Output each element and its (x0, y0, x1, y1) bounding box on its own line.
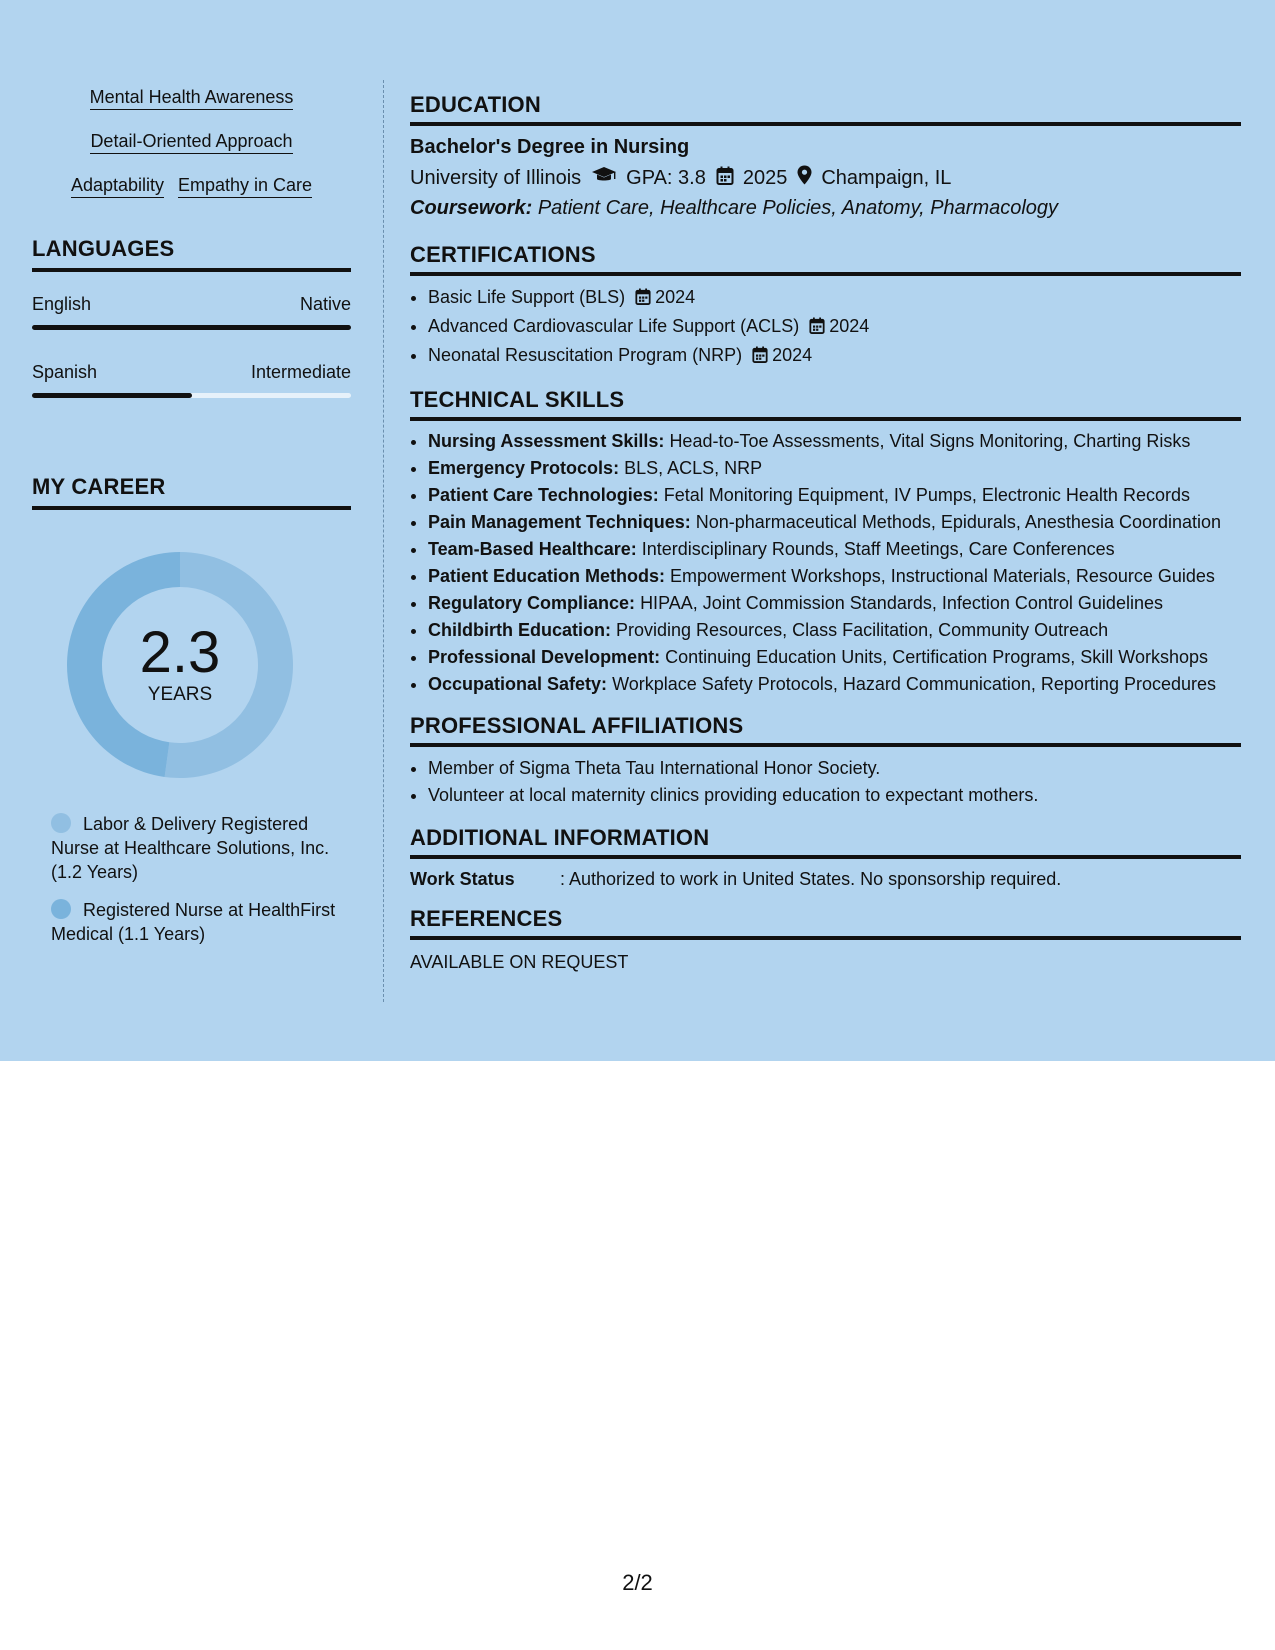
certification-name: Neonatal Resuscitation Program (NRP) (428, 345, 743, 365)
technical-skills-section (410, 387, 1241, 697)
list-item (428, 591, 1241, 616)
list-item (428, 672, 1241, 697)
skill-category: Regulatory Compliance: (428, 593, 636, 613)
language-name: Spanish (32, 362, 98, 382)
list-item (428, 456, 1241, 481)
skill-category: Nursing Assessment Skills: (428, 431, 665, 451)
left-column (32, 86, 351, 960)
list-item (428, 429, 1241, 454)
language-level: Native (299, 294, 351, 314)
right-column (410, 92, 1241, 989)
list-item (428, 483, 1241, 508)
skill-details: HIPAA, Joint Commission Standards, Infection Control Guidelines (640, 593, 1163, 613)
language-item (32, 294, 351, 330)
skill-tag: Empathy in Care (178, 174, 312, 198)
education-section (410, 92, 1241, 220)
technical-skills-list (410, 429, 1241, 697)
skill-category: Patient Care Technologies: (428, 485, 659, 505)
language-name: English (32, 294, 92, 314)
skill-category: Pain Management Techniques: (428, 512, 691, 532)
skill-details: BLS, ACLS, NRP (624, 458, 763, 478)
skill-tag: Adaptability (71, 174, 164, 198)
certification-year: 2024 (655, 287, 696, 307)
calendar-icon (809, 315, 825, 342)
list-item (428, 510, 1241, 535)
skill-details: Workplace Safety Protocols, Hazard Communication, Reporting Procedures (612, 674, 1217, 694)
graduation-cap-icon (591, 166, 617, 190)
list-item (428, 342, 1241, 371)
languages-heading: LANGUAGES (32, 236, 351, 272)
career-legend-item (51, 812, 351, 884)
skill-category: Team-Based Healthcare: (428, 539, 637, 559)
certification-year: 2024 (829, 316, 870, 336)
list-item: • Member of Sigma Theta Tau International Honor Society. (428, 755, 1241, 782)
skill-tag: Mental Health Awareness (90, 86, 294, 110)
work-status (410, 869, 1241, 890)
languages-section (32, 236, 351, 398)
education-heading: EDUCATION (410, 92, 1241, 126)
education-details (410, 165, 1241, 191)
list-item (428, 284, 1241, 313)
graduation-year: 2025 (742, 166, 788, 189)
language-level: Intermediate (250, 362, 351, 382)
affiliations-section (410, 713, 1241, 809)
additional-info-section (410, 825, 1241, 890)
references-text: AVAILABLE ON REQUEST (410, 952, 629, 972)
calendar-icon (752, 344, 768, 371)
list-item: • Volunteer at local maternity clinics providing education to expectant mothers. (428, 782, 1241, 809)
school-location: Champaign, IL (821, 166, 952, 189)
language-proficiency-bar (32, 393, 351, 398)
certifications-section (410, 242, 1241, 371)
skill-tag: Detail-Oriented Approach (90, 130, 292, 154)
language-proficiency-fill (32, 325, 351, 330)
skill-details: Continuing Education Units, Certification Programs, Skill Workshops (665, 647, 1208, 667)
work-status-label: Work Status (410, 869, 515, 889)
skill-details: Providing Resources, Class Facilitation, Community Outreach (616, 620, 1109, 640)
school-name: University of Illinois (410, 166, 582, 189)
skill-details: Head-to-Toe Assessments, Vital Signs Monitoring, Charting Risks (669, 431, 1191, 451)
language-proficiency-fill (32, 393, 192, 398)
language-item (32, 362, 351, 398)
language-proficiency-bar (32, 325, 351, 330)
skill-category: Professional Development: (428, 647, 661, 667)
skill-details: Fetal Monitoring Equipment, IV Pumps, Electronic Health Records (663, 485, 1190, 505)
references-heading: REFERENCES (410, 906, 1241, 940)
calendar-icon (635, 286, 651, 313)
location-pin-icon (797, 165, 812, 191)
skill-details: Empowerment Workshops, Instructional Materials, Resource Guides (670, 566, 1215, 586)
skill-category: Occupational Safety: (428, 674, 608, 694)
column-divider (383, 80, 384, 1002)
work-status-value: : Authorized to work in United States. No sponsorship required. (560, 869, 1062, 889)
coursework-label: Coursework: (410, 197, 533, 219)
skill-category: Emergency Protocols: (428, 458, 620, 478)
soft-skills (32, 86, 351, 198)
list-item (428, 537, 1241, 562)
coursework (410, 197, 1241, 220)
career-job-label: Registered Nurse at HealthFirst Medical (1.1 Years) (51, 900, 336, 944)
gpa: GPA: 3.8 (626, 166, 706, 189)
career-donut-chart (65, 550, 295, 780)
list-item (428, 645, 1241, 670)
skill-details: Interdisciplinary Rounds, Staff Meetings, Care Conferences (641, 539, 1115, 559)
additional-info-heading: ADDITIONAL INFORMATION (410, 825, 1241, 859)
certification-name: Advanced Cardiovascular Life Support (ACLS) (428, 316, 800, 336)
certification-name: Basic Life Support (BLS) (428, 287, 626, 307)
career-legend (32, 812, 351, 946)
skill-category: Patient Education Methods: (428, 566, 666, 586)
degree-title: Bachelor's Degree in Nursing (410, 136, 690, 158)
career-heading: MY CAREER (32, 474, 351, 510)
certification-year: 2024 (772, 345, 813, 365)
certifications-heading: CERTIFICATIONS (410, 242, 1241, 276)
certifications-list (410, 284, 1241, 371)
career-legend-item (51, 898, 351, 946)
skill-category: Childbirth Education: (428, 620, 611, 640)
affiliations-heading: PROFESSIONAL AFFILIATIONS (410, 713, 1241, 747)
career-total-unit: YEARS (147, 684, 213, 705)
career-section (32, 474, 351, 946)
affiliations-list (410, 755, 1241, 809)
list-item (428, 313, 1241, 342)
references-section (410, 906, 1241, 973)
skill-details: Non-pharmaceutical Methods, Epidurals, Anesthesia Coordination (695, 512, 1222, 532)
career-job-label: Labor & Delivery Registered Nurse at Healthcare Solutions, Inc. (1.2 Years) (51, 814, 330, 882)
legend-dot-icon (51, 899, 71, 919)
list-item (428, 564, 1241, 589)
legend-dot-icon (51, 813, 71, 833)
calendar-icon (716, 166, 734, 191)
coursework-list: Patient Care, Healthcare Policies, Anatomy, Pharmacology (537, 197, 1059, 219)
page-number: 2/2 (622, 1570, 653, 1595)
career-total-years: 2.3 (139, 620, 221, 685)
technical-skills-heading: TECHNICAL SKILLS (410, 387, 1241, 421)
list-item (428, 618, 1241, 643)
